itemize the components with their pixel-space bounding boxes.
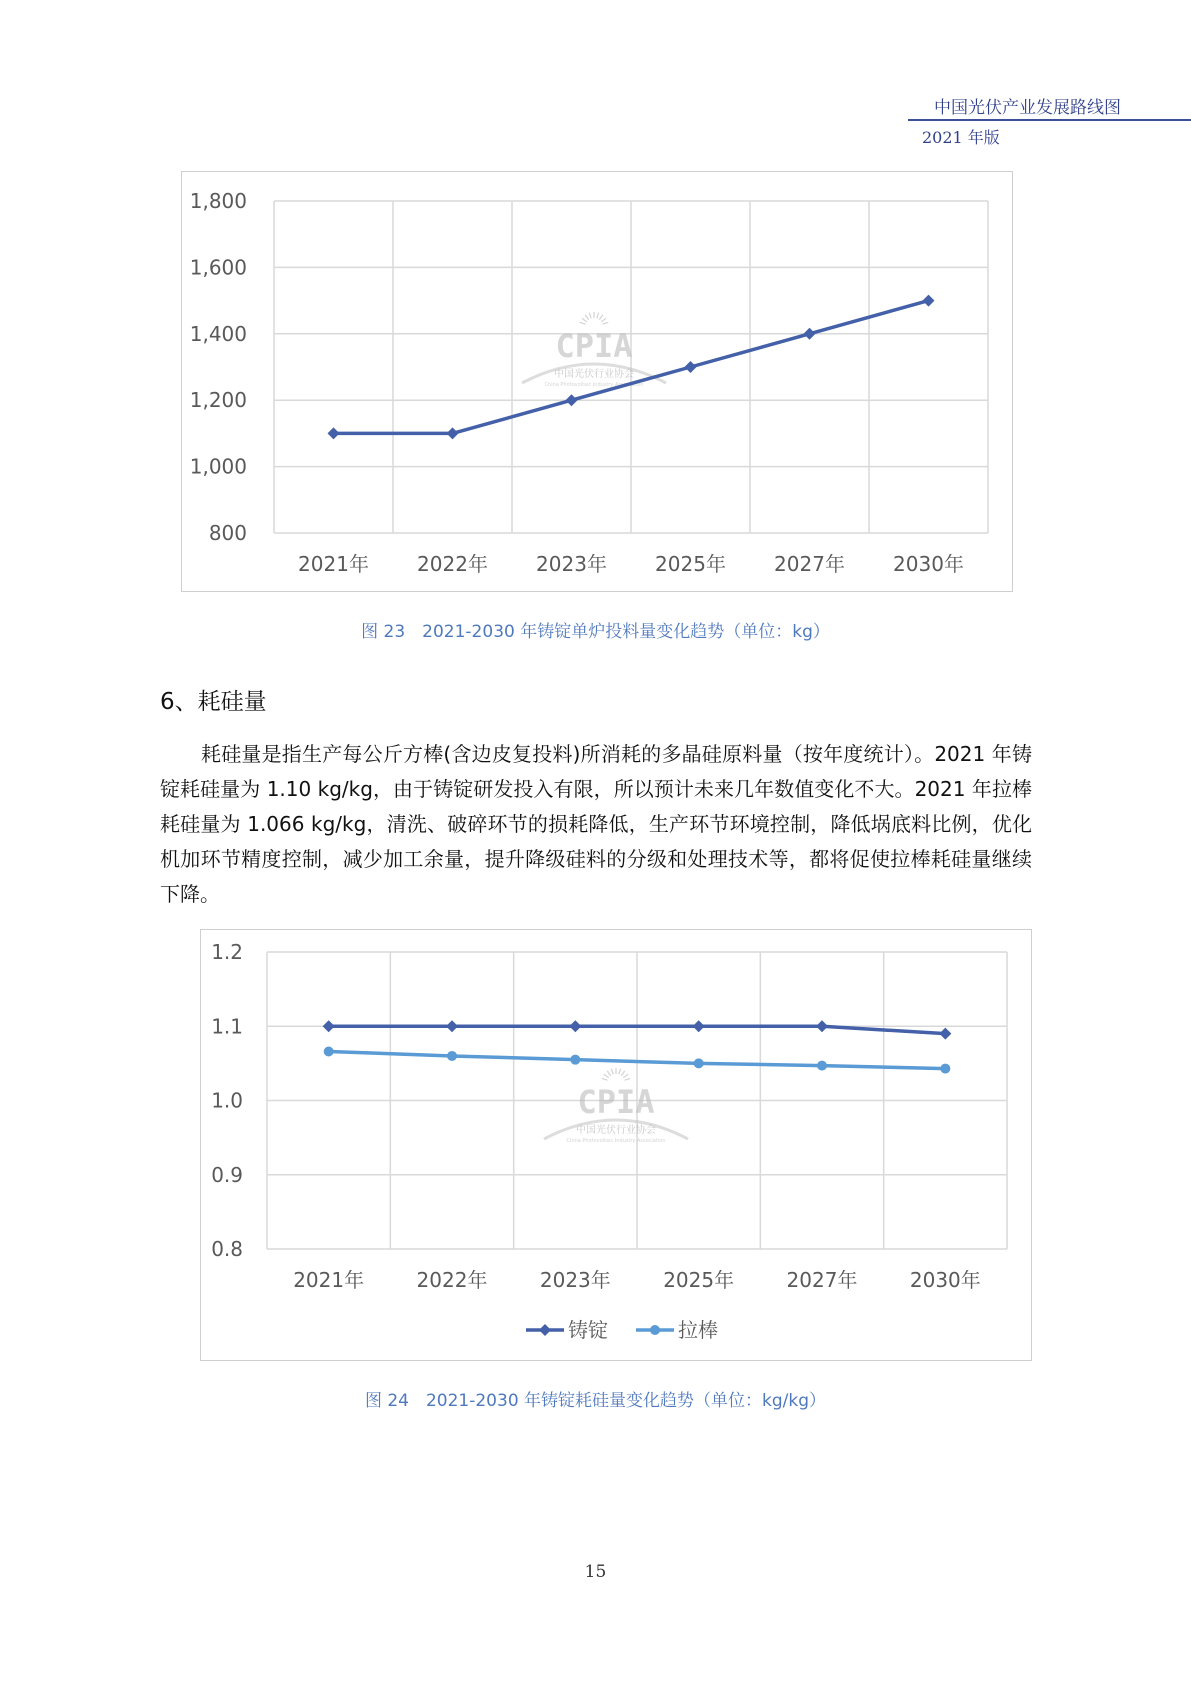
chart-svg bbox=[182, 172, 1012, 591]
sun-ray bbox=[602, 1078, 608, 1080]
sun-ray bbox=[582, 318, 587, 322]
x-tick-label: 2027年 bbox=[786, 1268, 858, 1292]
x-tick-label: 2030年 bbox=[893, 552, 964, 576]
data-point bbox=[324, 1046, 334, 1056]
cpia-watermark bbox=[522, 312, 666, 388]
data-point bbox=[685, 361, 697, 373]
sun-ray bbox=[604, 1074, 609, 1078]
data-point bbox=[939, 1028, 951, 1040]
data-point bbox=[694, 1058, 704, 1068]
sun-ray bbox=[623, 1074, 628, 1078]
sun-ray bbox=[580, 322, 586, 324]
header-title: 中国光伏产业发展路线图 bbox=[934, 98, 1121, 118]
legend-label: 铸锭 bbox=[568, 1318, 608, 1342]
data-point bbox=[446, 1020, 458, 1032]
sun-ray bbox=[601, 318, 606, 322]
sun-ray bbox=[599, 315, 603, 320]
page-number: 15 bbox=[584, 1562, 607, 1582]
x-tick-label: 2027年 bbox=[774, 552, 845, 576]
sun-ray bbox=[621, 1071, 625, 1076]
data-point bbox=[804, 328, 816, 340]
sun-ray bbox=[589, 313, 591, 319]
data-point bbox=[447, 427, 459, 439]
header-rule bbox=[908, 119, 1191, 121]
sun-ray bbox=[607, 1071, 611, 1076]
y-tick-label: 1,200 bbox=[189, 388, 247, 413]
section-title: 6、耗硅量 bbox=[160, 689, 267, 715]
cpia-logo-text: CPIA bbox=[555, 327, 633, 365]
x-tick-label: 2021年 bbox=[298, 552, 369, 576]
data-point bbox=[328, 427, 340, 439]
y-tick-label: 1.2 bbox=[211, 940, 243, 964]
y-tick-label: 0.9 bbox=[211, 1162, 243, 1187]
x-tick-label: 2025年 bbox=[663, 1268, 735, 1292]
y-tick-label: 1,400 bbox=[189, 321, 247, 346]
x-tick-label: 2030年 bbox=[909, 1268, 981, 1292]
legend-label: 拉棒 bbox=[678, 1318, 718, 1342]
sun-ray bbox=[597, 313, 599, 319]
cpia-org-name: 中国光伏行业协会 bbox=[554, 369, 634, 380]
cpia-org-name: 中国光伏行业协会 bbox=[576, 1125, 656, 1136]
data-point bbox=[923, 295, 935, 307]
data-point bbox=[940, 1064, 950, 1074]
y-tick-label: 1,000 bbox=[189, 454, 247, 479]
data-point bbox=[323, 1020, 335, 1032]
x-tick-label: 2022年 bbox=[416, 1268, 488, 1292]
y-tick-label: 1,600 bbox=[189, 255, 247, 280]
data-point bbox=[569, 1020, 581, 1032]
body-paragraph: 耗硅量是指生产每公斤方棒(含边皮复投料)所消耗的多晶硅原料量（按年度统计）。2021 年铸锭耗硅量为 1.10 kg/kg，由于铸锭研发投入有限，所以预计未来几年数值变化不大。2021 年拉棒耗硅量为 1.066 kg/kg，清洗、破碎环节的损耗降低，生产环节环境控制，降低埚底料比例，优化机加环节精度控制，减少加工余量，提升降级硅料的分级和处理技术等，都将促使拉棒耗硅量继续下降。 bbox=[160, 742, 1032, 906]
data-point bbox=[816, 1020, 828, 1032]
y-tick-label: 0.8 bbox=[211, 1237, 243, 1261]
sun-ray bbox=[611, 1069, 613, 1075]
cpia-org-name-en: China Photovoltaic Industry Association bbox=[544, 382, 644, 388]
figure-24-chart bbox=[200, 929, 1032, 1361]
y-tick-label: 1.1 bbox=[211, 1014, 243, 1039]
sun-ray bbox=[585, 315, 589, 320]
x-tick-label: 2023年 bbox=[539, 1268, 611, 1292]
data-point bbox=[447, 1051, 457, 1061]
data-point bbox=[693, 1020, 705, 1032]
x-tick-label: 2025年 bbox=[655, 552, 726, 576]
cpia-watermark bbox=[544, 1068, 688, 1144]
sun-ray bbox=[603, 322, 609, 324]
data-point bbox=[566, 394, 578, 406]
x-tick-label: 2021年 bbox=[293, 1268, 365, 1292]
y-tick-label: 1,800 bbox=[189, 189, 247, 213]
cpia-logo-text: CPIA bbox=[577, 1083, 655, 1121]
x-tick-label: 2023年 bbox=[536, 552, 607, 576]
sun-ray bbox=[619, 1069, 621, 1075]
cpia-org-name-en: China Photovoltaic Industry Association bbox=[566, 1138, 666, 1144]
y-tick-label: 800 bbox=[208, 521, 247, 545]
figure-23-caption: 图 23 2021-2030 年铸锭单炉投料量变化趋势（单位：kg） bbox=[361, 622, 830, 642]
data-point bbox=[817, 1061, 827, 1071]
header-subtitle: 2021 年版 bbox=[922, 128, 1000, 147]
figure-24-caption: 图 24 2021-2030 年铸锭耗硅量变化趋势（单位：kg/kg） bbox=[364, 1391, 827, 1411]
chart-svg bbox=[201, 930, 1031, 1360]
x-tick-label: 2022年 bbox=[417, 552, 488, 576]
data-point bbox=[570, 1055, 580, 1065]
sun-ray bbox=[625, 1078, 631, 1080]
legend-marker bbox=[650, 1325, 660, 1335]
y-tick-label: 1.0 bbox=[211, 1088, 243, 1113]
legend-marker bbox=[539, 1324, 551, 1336]
figure-23-chart bbox=[181, 171, 1013, 592]
